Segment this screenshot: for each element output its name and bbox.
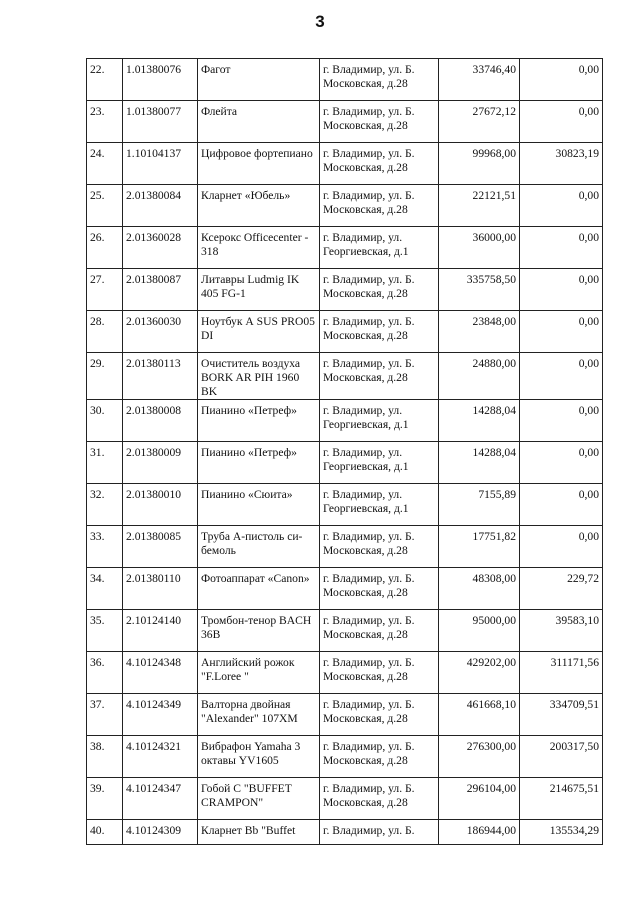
inventory-code-cell: 1.01380076	[123, 59, 198, 101]
residual-value-cell: 0,00	[520, 484, 603, 526]
address-cell: г. Владимир, ул. Георгиевская, д.1	[320, 484, 439, 526]
inventory-code-cell: 2.01380009	[123, 442, 198, 484]
residual-value-cell: 200317,50	[520, 736, 603, 778]
inventory-code-cell: 2.01380008	[123, 400, 198, 442]
item-name-cell: Ноутбук А SUS PRO05 DI	[198, 311, 320, 353]
book-value-cell: 23848,00	[439, 311, 520, 353]
address-cell: г. Владимир, ул. Б. Московская, д.28	[320, 568, 439, 610]
address-cell: г. Владимир, ул. Б. Московская, д.28	[320, 610, 439, 652]
row-number-cell: 34.	[87, 568, 123, 610]
table-row	[87, 269, 603, 311]
row-number-cell: 24.	[87, 143, 123, 185]
book-value-cell: 335758,50	[439, 269, 520, 311]
row-number-cell: 38.	[87, 736, 123, 778]
address-cell: г. Владимир, ул. Б. Московская, д.28	[320, 778, 439, 820]
table-row	[87, 484, 603, 526]
row-number-cell: 30.	[87, 400, 123, 442]
page-number: 3	[315, 12, 325, 31]
item-name-cell: Гобой С "BUFFET CRAMPON"	[198, 778, 320, 820]
item-name-cell: Вибрафон Yamaha 3 октавы YV1605	[198, 736, 320, 778]
residual-value-cell: 30823,19	[520, 143, 603, 185]
row-number-cell: 22.	[87, 59, 123, 101]
inventory-code-cell: 2.01380084	[123, 185, 198, 227]
row-number-cell: 40.	[87, 820, 123, 845]
table-row	[87, 652, 603, 694]
book-value-cell: 36000,00	[439, 227, 520, 269]
book-value-cell: 27672,12	[439, 101, 520, 143]
book-value-cell: 276300,00	[439, 736, 520, 778]
address-cell: г. Владимир, ул. Б. Московская, д.28	[320, 694, 439, 736]
inventory-code-cell: 4.10124348	[123, 652, 198, 694]
address-cell: г. Владимир, ул. Б. Московская, д.28	[320, 143, 439, 185]
item-name-cell: Тромбон-тенор BACH 36B	[198, 610, 320, 652]
item-name-cell: Пианино «Сюита»	[198, 484, 320, 526]
table-row	[87, 353, 603, 400]
residual-value-cell: 135534,29	[520, 820, 603, 845]
address-cell: г. Владимир, ул. Б. Московская, д.28	[320, 736, 439, 778]
inventory-code-cell: 1.10104137	[123, 143, 198, 185]
residual-value-cell: 229,72	[520, 568, 603, 610]
inventory-code-cell: 2.01360028	[123, 227, 198, 269]
table-row	[87, 442, 603, 484]
inventory-code-cell: 2.01380087	[123, 269, 198, 311]
inventory-code-cell: 2.01380110	[123, 568, 198, 610]
table-row	[87, 311, 603, 353]
item-name-cell: Валторна двойная "Alexander" 107ХМ	[198, 694, 320, 736]
residual-value-cell: 0,00	[520, 311, 603, 353]
table-body	[87, 59, 603, 845]
residual-value-cell: 334709,51	[520, 694, 603, 736]
address-cell: г. Владимир, ул. Б. Московская, д.28	[320, 311, 439, 353]
book-value-cell: 429202,00	[439, 652, 520, 694]
row-number-cell: 26.	[87, 227, 123, 269]
book-value-cell: 22121,51	[439, 185, 520, 227]
residual-value-cell: 0,00	[520, 400, 603, 442]
address-cell: г. Владимир, ул. Б. Московская, д.28	[320, 185, 439, 227]
inventory-code-cell: 2.10124140	[123, 610, 198, 652]
item-name-cell: Цифровое фортепиано	[198, 143, 320, 185]
book-value-cell: 296104,00	[439, 778, 520, 820]
item-name-cell: Ксерокс Officecenter - 318	[198, 227, 320, 269]
residual-value-cell: 0,00	[520, 227, 603, 269]
book-value-cell: 14288,04	[439, 442, 520, 484]
table-row	[87, 568, 603, 610]
item-name-cell: Пианино «Петреф»	[198, 400, 320, 442]
row-number-cell: 31.	[87, 442, 123, 484]
table-row	[87, 400, 603, 442]
book-value-cell: 186944,00	[439, 820, 520, 845]
book-value-cell: 24880,00	[439, 353, 520, 400]
item-name-cell: Фотоаппарат «Canon»	[198, 568, 320, 610]
table-row	[87, 526, 603, 568]
inventory-code-cell: 4.10124309	[123, 820, 198, 845]
row-number-cell: 27.	[87, 269, 123, 311]
item-name-cell: Пианино «Петреф»	[198, 442, 320, 484]
residual-value-cell: 0,00	[520, 526, 603, 568]
row-number-cell: 36.	[87, 652, 123, 694]
address-cell: г. Владимир, ул. Георгиевская, д.1	[320, 442, 439, 484]
book-value-cell: 14288,04	[439, 400, 520, 442]
address-cell: г. Владимир, ул. Б.	[320, 820, 439, 845]
book-value-cell: 17751,82	[439, 526, 520, 568]
address-cell: г. Владимир, ул. Георгиевская, д.1	[320, 400, 439, 442]
row-number-cell: 32.	[87, 484, 123, 526]
table-row	[87, 185, 603, 227]
address-cell: г. Владимир, ул. Б. Московская, д.28	[320, 652, 439, 694]
row-number-cell: 37.	[87, 694, 123, 736]
row-number-cell: 25.	[87, 185, 123, 227]
row-number-cell: 28.	[87, 311, 123, 353]
book-value-cell: 33746,40	[439, 59, 520, 101]
inventory-code-cell: 2.01380010	[123, 484, 198, 526]
inventory-code-cell: 4.10124349	[123, 694, 198, 736]
item-name-cell: Очиститель воздуха BORK AR PIH 1960 BK	[198, 353, 320, 400]
table-row	[87, 143, 603, 185]
row-number-cell: 23.	[87, 101, 123, 143]
inventory-code-cell: 1.01380077	[123, 101, 198, 143]
residual-value-cell: 39583,10	[520, 610, 603, 652]
table-row	[87, 820, 603, 845]
book-value-cell: 95000,00	[439, 610, 520, 652]
residual-value-cell: 0,00	[520, 442, 603, 484]
item-name-cell: Труба А-пистоль си-бемоль	[198, 526, 320, 568]
book-value-cell: 99968,00	[439, 143, 520, 185]
residual-value-cell: 311171,56	[520, 652, 603, 694]
inventory-code-cell: 2.01380085	[123, 526, 198, 568]
address-cell: г. Владимир, ул. Б. Московская, д.28	[320, 353, 439, 400]
table-row	[87, 694, 603, 736]
item-name-cell: Флейта	[198, 101, 320, 143]
item-name-cell: Фагот	[198, 59, 320, 101]
address-cell: г. Владимир, ул. Б. Московская, д.28	[320, 59, 439, 101]
residual-value-cell: 0,00	[520, 353, 603, 400]
book-value-cell: 48308,00	[439, 568, 520, 610]
residual-value-cell: 0,00	[520, 269, 603, 311]
book-value-cell: 7155,89	[439, 484, 520, 526]
inventory-table	[86, 58, 603, 845]
address-cell: г. Владимир, ул. Б. Московская, д.28	[320, 526, 439, 568]
item-name-cell: Английский рожок "F.Loree "	[198, 652, 320, 694]
table-row	[87, 101, 603, 143]
item-name-cell: Кларнет Bb "Buffet	[198, 820, 320, 845]
item-name-cell: Кларнет «Юбель»	[198, 185, 320, 227]
table-row	[87, 227, 603, 269]
table-row	[87, 59, 603, 101]
item-name-cell: Литавры Ludmig IK 405 FG-1	[198, 269, 320, 311]
row-number-cell: 39.	[87, 778, 123, 820]
address-cell: г. Владимир, ул. Георгиевская, д.1	[320, 227, 439, 269]
residual-value-cell: 0,00	[520, 59, 603, 101]
table-row	[87, 610, 603, 652]
book-value-cell: 461668,10	[439, 694, 520, 736]
inventory-code-cell: 4.10124347	[123, 778, 198, 820]
address-cell: г. Владимир, ул. Б. Московская, д.28	[320, 269, 439, 311]
inventory-code-cell: 4.10124321	[123, 736, 198, 778]
address-cell: г. Владимир, ул. Б. Московская, д.28	[320, 101, 439, 143]
residual-value-cell: 0,00	[520, 185, 603, 227]
residual-value-cell: 214675,51	[520, 778, 603, 820]
row-number-cell: 33.	[87, 526, 123, 568]
inventory-code-cell: 2.01360030	[123, 311, 198, 353]
table-row	[87, 778, 603, 820]
residual-value-cell: 0,00	[520, 101, 603, 143]
row-number-cell: 35.	[87, 610, 123, 652]
table-row	[87, 736, 603, 778]
inventory-code-cell: 2.01380113	[123, 353, 198, 400]
row-number-cell: 29.	[87, 353, 123, 400]
